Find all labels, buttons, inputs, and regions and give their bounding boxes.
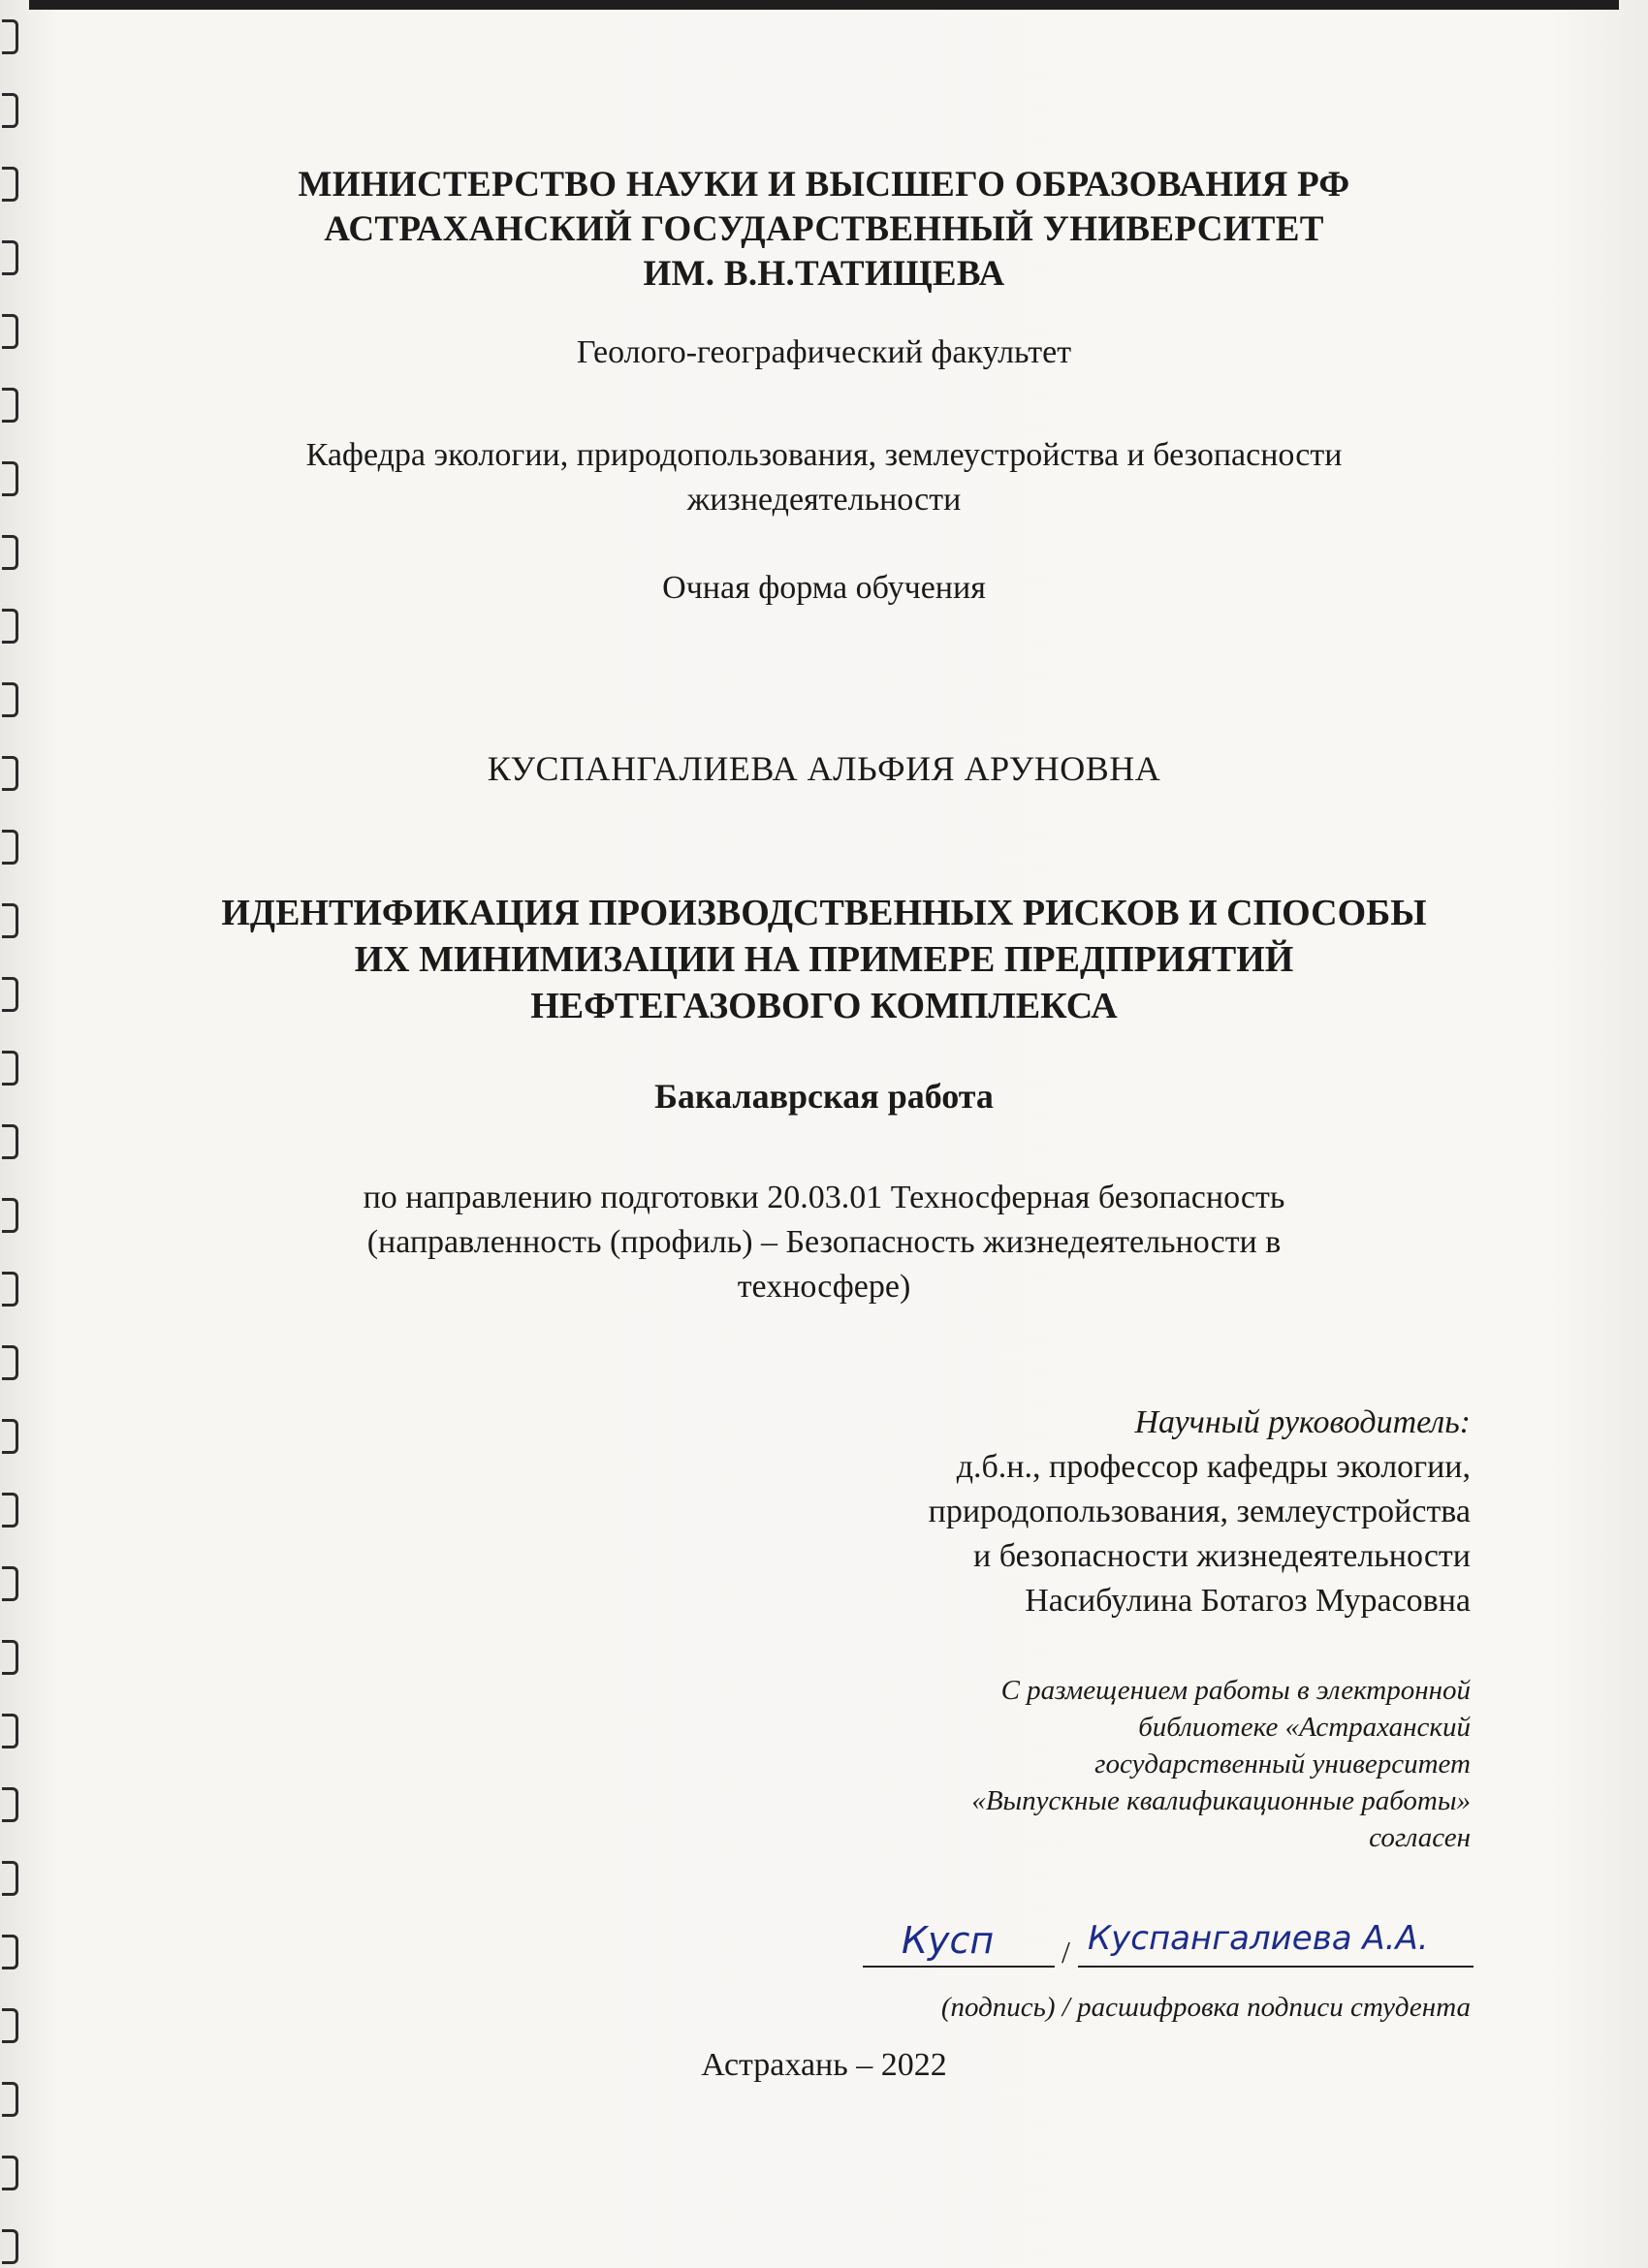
header-line-1: МИНИСТЕРСТВО НАУКИ И ВЫСШЕГО ОБРАЗОВАНИЯ РФ xyxy=(298,165,1350,205)
binding-ring xyxy=(2,535,18,570)
binding-ring xyxy=(2,1419,18,1454)
city-year: Астрахань – 2022 xyxy=(701,2047,947,2083)
work-type: Бакалаврская работа xyxy=(654,1077,994,1116)
consent-block xyxy=(971,1672,1471,1856)
supervisor-line-1: д.б.н., профессор кафедры экологии, xyxy=(956,1449,1471,1485)
study-direction xyxy=(0,1176,1648,1309)
binding-ring xyxy=(2,2008,18,2043)
decoded-underline xyxy=(1078,1966,1474,1968)
title-line-1: ИДЕНТИФИКАЦИЯ ПРОИЗВОДСТВЕННЫХ РИСКОВ И СПОСОБЫ xyxy=(221,893,1427,933)
department-line-2: жизнедеятельности xyxy=(686,482,962,518)
binding-ring xyxy=(2,1714,18,1748)
binding-ring xyxy=(2,1935,18,1969)
binding-ring xyxy=(2,93,18,128)
thesis-title xyxy=(0,890,1648,1029)
page-top-edge xyxy=(29,0,1619,10)
title-line-3: НЕФТЕГАЗОВОГО КОМПЛЕКСА xyxy=(530,986,1118,1026)
consent-line-5: согласен xyxy=(1369,1822,1471,1853)
binding-ring xyxy=(2,388,18,423)
supervisor-line-2: природопользования, землеустройства xyxy=(928,1494,1471,1529)
title-line-2: ИХ МИНИМИЗАЦИИ НА ПРИМЕРЕ ПРЕДПРИЯТИЙ xyxy=(354,939,1294,980)
signature-caption: (подпись) / расшифровка подписи студента xyxy=(940,1992,1471,2023)
binding-ring xyxy=(2,1124,18,1159)
binding-ring xyxy=(2,609,18,644)
signature-underline xyxy=(863,1966,1055,1968)
binding-ring xyxy=(2,19,18,54)
consent-line-3: государственный университет xyxy=(1094,1748,1471,1780)
direction-line-2: (направленность (профиль) – Безопасность жизнедеятельности в xyxy=(366,1224,1282,1260)
direction-line-3: техносфере) xyxy=(737,1269,911,1305)
signature-row xyxy=(863,1917,1474,1975)
handwritten-name: Куспангалиева А.А. xyxy=(1088,1919,1429,1958)
binding-ring xyxy=(2,1861,18,1896)
direction-line-1: по направлению подготовки 20.03.01 Техносферная безопасность xyxy=(363,1180,1285,1215)
department xyxy=(0,433,1648,522)
author-name: КУСПАНГАЛИЕВА АЛЬФИЯ АРУНОВНА xyxy=(487,749,1161,788)
binding-ring xyxy=(2,1566,18,1601)
binding-ring xyxy=(2,1787,18,1822)
binding-ring xyxy=(2,2082,18,2117)
supervisor-line-3: и безопасности жизнедеятельности xyxy=(973,1538,1471,1574)
faculty: Геолого-географический факультет xyxy=(576,334,1072,370)
handwritten-signature: Кусп xyxy=(902,1919,995,1962)
header-line-3: ИМ. В.Н.ТАТИЩЕВА xyxy=(643,254,1005,294)
signature-slash: / xyxy=(1062,1935,1070,1969)
consent-line-1: С размещением работы в электронной xyxy=(1000,1675,1471,1706)
binding-ring xyxy=(2,1345,18,1380)
department-line-1: Кафедра экологии, природопользования, землеустройства и безопасности xyxy=(305,437,1343,473)
header-line-2: АСТРАХАНСКИЙ ГОСУДАРСТВЕННЫЙ УНИВЕРСИТЕТ xyxy=(324,209,1324,249)
supervisor-label: Научный руководитель: xyxy=(1134,1404,1471,1440)
binding-ring xyxy=(2,2156,18,2190)
binding-ring xyxy=(2,682,18,717)
supervisor-block xyxy=(929,1401,1471,1623)
binding-ring xyxy=(2,1640,18,1675)
supervisor-name: Насибулина Ботагоз Мурасовна xyxy=(1025,1583,1471,1619)
consent-line-2: библиотеке «Астраханский xyxy=(1138,1712,1471,1743)
binding-ring xyxy=(2,830,18,865)
study-form: Очная форма обучения xyxy=(662,570,986,606)
binding-ring xyxy=(2,1493,18,1528)
ministry-header xyxy=(0,163,1648,297)
binding-ring xyxy=(2,2229,18,2264)
consent-line-4: «Выпускные квалификационные работы» xyxy=(971,1785,1471,1816)
